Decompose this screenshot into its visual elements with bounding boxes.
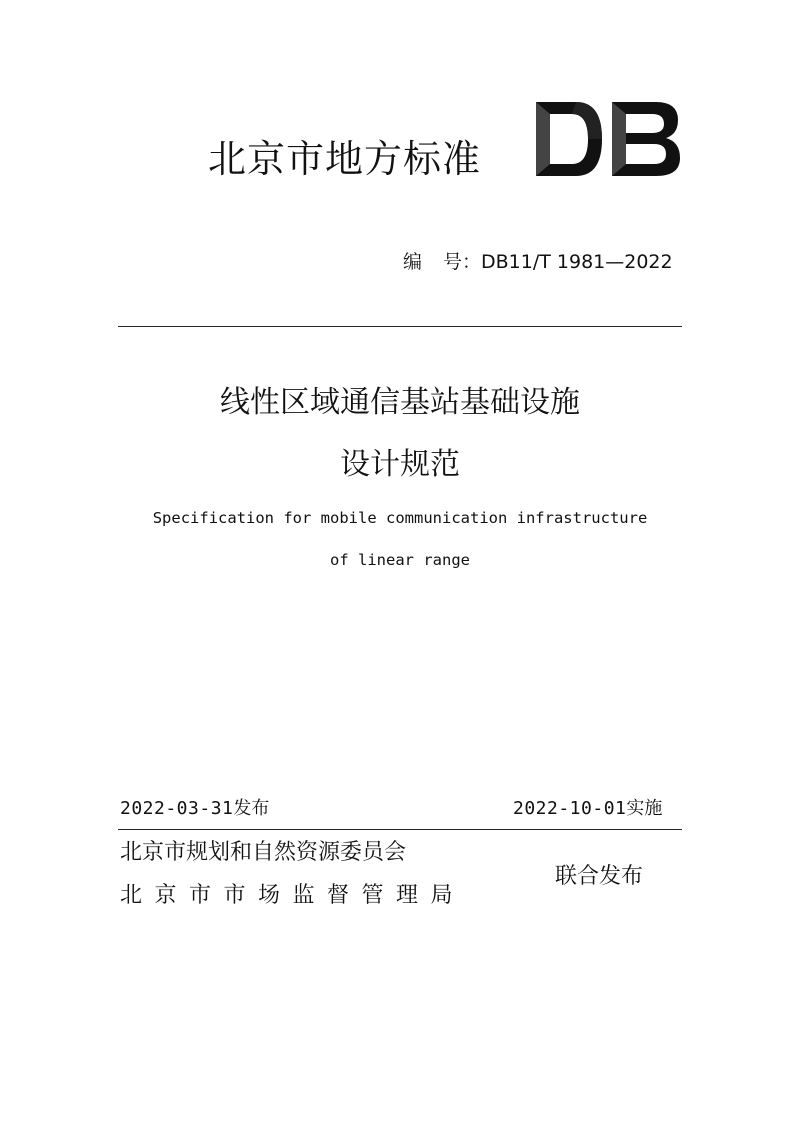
bottom-divider	[118, 829, 682, 830]
document-number-value: DB11/T 1981—2022	[481, 251, 673, 273]
effective-date-value: 2022-10-01	[513, 798, 627, 819]
issuer-line2: 北京市市场监督管理局	[120, 883, 466, 908]
db-logo	[532, 98, 682, 180]
standard-category-title: 北京市地方标准	[208, 137, 482, 181]
document-title-line1: 线性区域通信基站基础设施	[220, 385, 580, 420]
db-logo-letter-d	[536, 102, 602, 176]
publish-date-value: 2022-03-31	[120, 798, 234, 819]
db-logo-letter-b	[612, 102, 680, 176]
effective-date	[513, 800, 662, 818]
document-title-line2: 设计规范	[340, 447, 460, 482]
top-divider	[118, 326, 682, 327]
publish-date-label: 发布	[233, 798, 270, 819]
joint-publish-label: 联合发布	[555, 864, 644, 889]
effective-date-label: 实施	[626, 798, 663, 819]
publish-date	[120, 800, 269, 818]
english-title-line2: of linear range	[330, 551, 470, 569]
document-number-label-a: 编	[403, 251, 423, 273]
document-number	[403, 253, 673, 272]
issuer-line1: 北京市规划和自然资源委员会	[120, 840, 407, 865]
english-title-line1: Specification for mobile communication infrastructure	[152, 509, 648, 527]
db-logo-text: DB	[532, 98, 534, 99]
document-number-label-b: 号：	[443, 251, 482, 273]
